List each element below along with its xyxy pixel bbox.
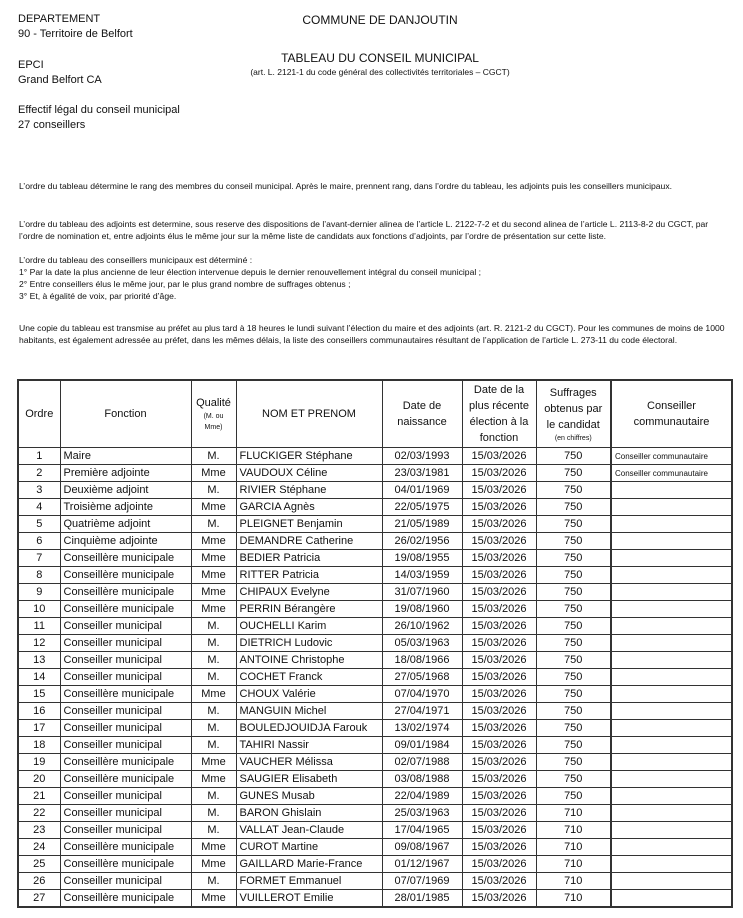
- table-row: [18, 737, 732, 754]
- cell-qualite: Mme: [191, 465, 236, 482]
- cell-qualite: M.: [191, 516, 236, 533]
- cell-election: 15/03/2026: [462, 499, 536, 516]
- cell-fonction: Conseillère municipale: [60, 686, 191, 703]
- cell-nom: PLEIGNET Benjamin: [236, 516, 382, 533]
- cell-ordre: 3: [18, 482, 60, 499]
- cell-qualite: Mme: [191, 839, 236, 856]
- cell-qualite: M.: [191, 805, 236, 822]
- cell-naissance: 26/10/1962: [382, 618, 462, 635]
- paragraph-rule-3: 3° Et, à égalité de voix, par priorité d’âge.: [19, 291, 177, 301]
- cell-nom: GUNES Musab: [236, 788, 382, 805]
- cell-naissance: 22/05/1975: [382, 499, 462, 516]
- cell-naissance: 18/08/1966: [382, 652, 462, 669]
- cell-election: 15/03/2026: [462, 771, 536, 788]
- cell-nom: VUILLEROT Emilie: [236, 890, 382, 908]
- cell-election: 15/03/2026: [462, 567, 536, 584]
- cell-ordre: 16: [18, 703, 60, 720]
- cell-fonction: Conseillère municipale: [60, 601, 191, 618]
- cell-suffrages: 750: [536, 601, 611, 618]
- cell-naissance: 25/03/1963: [382, 805, 462, 822]
- cell-fonction: Conseillère municipale: [60, 567, 191, 584]
- cell-communautaire: [611, 788, 732, 805]
- cell-fonction: Première adjointe: [60, 465, 191, 482]
- column-header-qualite: [191, 380, 236, 448]
- cell-nom: RIVIER Stéphane: [236, 482, 382, 499]
- cell-suffrages: 750: [536, 771, 611, 788]
- cell-suffrages: 710: [536, 822, 611, 839]
- cell-communautaire: Conseiller communautaire: [611, 448, 732, 465]
- table-row: [18, 533, 732, 550]
- cell-nom: FORMET Emmanuel: [236, 873, 382, 890]
- cell-election: 15/03/2026: [462, 533, 536, 550]
- cell-communautaire: [611, 516, 732, 533]
- cell-qualite: M.: [191, 873, 236, 890]
- cell-ordre: 19: [18, 754, 60, 771]
- commune-title: COMMUNE DE DANJOUTIN: [302, 13, 458, 27]
- cell-ordre: 12: [18, 635, 60, 652]
- cell-nom: DEMANDRE Catherine: [236, 533, 382, 550]
- cell-communautaire: [611, 754, 732, 771]
- cell-fonction: Conseiller municipal: [60, 703, 191, 720]
- cell-ordre: 25: [18, 856, 60, 873]
- cell-fonction: Maire: [60, 448, 191, 465]
- cell-suffrages: 710: [536, 839, 611, 856]
- cell-naissance: 02/03/1993: [382, 448, 462, 465]
- cell-election: 15/03/2026: [462, 703, 536, 720]
- cell-qualite: Mme: [191, 754, 236, 771]
- cell-ordre: 8: [18, 567, 60, 584]
- paragraph-adjoints: L’ordre du tableau des adjoints est determine, sous reserve des dispositions de l’avant-dernier alinea de l’article L. 2122-7-2 et du second alinea de l’article L. 2113-8-2 du CGCT, par l’ordre de nomination et, entre adjoints élus le même jour sur la même liste de candidats aux fonctions d’adjoints, par l’ordre de présentation sur cette liste.: [19, 219, 709, 241]
- cell-qualite: M.: [191, 448, 236, 465]
- cell-naissance: 27/05/1968: [382, 669, 462, 686]
- cell-fonction: Conseillère municipale: [60, 550, 191, 567]
- column-header-election: Date de la plus récente élection à la fonction: [462, 380, 536, 448]
- table-row: [18, 890, 732, 908]
- cell-qualite: Mme: [191, 686, 236, 703]
- cell-suffrages: 750: [536, 482, 611, 499]
- cell-nom: MANGUIN Michel: [236, 703, 382, 720]
- table-row: [18, 635, 732, 652]
- table-row: [18, 771, 732, 788]
- paragraph-conseillers-intro: L’ordre du tableau des conseillers municipaux est déterminé :: [19, 255, 253, 265]
- paragraph-conseillers: [19, 254, 731, 302]
- cell-nom: GARCIA Agnès: [236, 499, 382, 516]
- cell-election: 15/03/2026: [462, 754, 536, 771]
- cell-communautaire: [611, 720, 732, 737]
- cell-fonction: Conseiller municipal: [60, 669, 191, 686]
- cell-election: 15/03/2026: [462, 465, 536, 482]
- cell-nom: GAILLARD Marie-France: [236, 856, 382, 873]
- cell-ordre: 7: [18, 550, 60, 567]
- cell-qualite: Mme: [191, 890, 236, 908]
- cell-ordre: 11: [18, 618, 60, 635]
- cell-nom: VAUDOUX Céline: [236, 465, 382, 482]
- cell-fonction: Conseiller municipal: [60, 618, 191, 635]
- cell-election: 15/03/2026: [462, 890, 536, 908]
- cell-suffrages: 750: [536, 703, 611, 720]
- cell-nom: BOULEDJOUIDJA Farouk: [236, 720, 382, 737]
- table-row: [18, 584, 732, 601]
- cell-naissance: 03/08/1988: [382, 771, 462, 788]
- cell-nom: TAHIRI Nassir: [236, 737, 382, 754]
- departement-value: 90 - Territoire de Belfort: [18, 28, 133, 40]
- cell-qualite: M.: [191, 788, 236, 805]
- cell-ordre: 15: [18, 686, 60, 703]
- cell-naissance: 01/12/1967: [382, 856, 462, 873]
- cell-communautaire: [611, 686, 732, 703]
- cell-ordre: 2: [18, 465, 60, 482]
- table-row: [18, 499, 732, 516]
- cell-election: 15/03/2026: [462, 669, 536, 686]
- cell-suffrages: 750: [536, 618, 611, 635]
- cell-nom: VALLAT Jean-Claude: [236, 822, 382, 839]
- cell-communautaire: [611, 550, 732, 567]
- cell-naissance: 28/01/1985: [382, 890, 462, 908]
- table-title: TABLEAU DU CONSEIL MUNICIPAL: [281, 51, 479, 65]
- cell-suffrages: 750: [536, 686, 611, 703]
- cell-ordre: 17: [18, 720, 60, 737]
- cell-nom: COCHET Franck: [236, 669, 382, 686]
- cell-suffrages: 750: [536, 448, 611, 465]
- column-header-ordre: Ordre: [18, 380, 60, 448]
- cell-qualite: M.: [191, 720, 236, 737]
- cell-fonction: Conseillère municipale: [60, 771, 191, 788]
- cell-election: 15/03/2026: [462, 686, 536, 703]
- cell-communautaire: [611, 771, 732, 788]
- table-header-row: [18, 380, 732, 448]
- cell-suffrages: 750: [536, 788, 611, 805]
- cell-ordre: 24: [18, 839, 60, 856]
- cell-election: 15/03/2026: [462, 448, 536, 465]
- cell-ordre: 13: [18, 652, 60, 669]
- cell-suffrages: 750: [536, 720, 611, 737]
- paragraph-transmission: Une copie du tableau est transmise au préfet au plus tard à 18 heures le lundi suivant l’élection du maire et des adjoints (art. R. 2121-2 du CGCT). Pour les communes de moins de 1000 habitants, est également adressée au préfet, dans les mêmes délais, la liste des conseillers communautaires résultant de l’application de l’article L. 273-11 du code électoral.: [19, 323, 725, 345]
- table-row: [18, 805, 732, 822]
- table-row: [18, 482, 732, 499]
- cell-qualite: Mme: [191, 601, 236, 618]
- cell-fonction: Conseillère municipale: [60, 856, 191, 873]
- column-header-communautaire: Conseiller communautaire: [611, 380, 732, 448]
- effectif-value: 27 conseillers: [18, 119, 86, 131]
- cell-ordre: 4: [18, 499, 60, 516]
- cell-qualite: Mme: [191, 771, 236, 788]
- cell-communautaire: [611, 618, 732, 635]
- cell-naissance: 04/01/1969: [382, 482, 462, 499]
- cell-election: 15/03/2026: [462, 839, 536, 856]
- table-row: [18, 652, 732, 669]
- cell-ordre: 6: [18, 533, 60, 550]
- cell-communautaire: [611, 873, 732, 890]
- cell-nom: FLUCKIGER Stéphane: [236, 448, 382, 465]
- column-header-suffrages: [536, 380, 611, 448]
- table-subtitle: (art. L. 2121-1 du code général des collectivités territoriales – CGCT): [250, 67, 510, 77]
- cell-fonction: Conseiller municipal: [60, 720, 191, 737]
- cell-election: 15/03/2026: [462, 720, 536, 737]
- table-row: [18, 686, 732, 703]
- cell-suffrages: 750: [536, 465, 611, 482]
- cell-fonction: Troisième adjointe: [60, 499, 191, 516]
- cell-ordre: 18: [18, 737, 60, 754]
- epci-label: EPCI: [18, 59, 44, 71]
- cell-naissance: 05/03/1963: [382, 635, 462, 652]
- cell-qualite: M.: [191, 652, 236, 669]
- cell-election: 15/03/2026: [462, 805, 536, 822]
- cell-qualite: M.: [191, 703, 236, 720]
- cell-naissance: 21/05/1989: [382, 516, 462, 533]
- cell-fonction: Conseiller municipal: [60, 788, 191, 805]
- cell-election: 15/03/2026: [462, 618, 536, 635]
- suffrages-label: Suffrages obtenus par le candidat: [544, 386, 603, 431]
- table-row: [18, 448, 732, 465]
- cell-fonction: Cinquième adjointe: [60, 533, 191, 550]
- cell-ordre: 26: [18, 873, 60, 890]
- cell-suffrages: 750: [536, 669, 611, 686]
- cell-fonction: Conseillère municipale: [60, 890, 191, 908]
- departement-block: [18, 12, 133, 42]
- cell-election: 15/03/2026: [462, 873, 536, 890]
- table-row: [18, 873, 732, 890]
- cell-naissance: 02/07/1988: [382, 754, 462, 771]
- cell-qualite: Mme: [191, 567, 236, 584]
- cell-nom: OUCHELLI Karim: [236, 618, 382, 635]
- cell-naissance: 22/04/1989: [382, 788, 462, 805]
- cell-ordre: 9: [18, 584, 60, 601]
- cell-qualite: Mme: [191, 550, 236, 567]
- cell-fonction: Conseillère municipale: [60, 839, 191, 856]
- cell-nom: VAUCHER Mélissa: [236, 754, 382, 771]
- table-row: [18, 720, 732, 737]
- cell-naissance: 27/04/1971: [382, 703, 462, 720]
- cell-election: 15/03/2026: [462, 856, 536, 873]
- cell-communautaire: [611, 584, 732, 601]
- cell-nom: BEDIER Patricia: [236, 550, 382, 567]
- cell-nom: RITTER Patricia: [236, 567, 382, 584]
- cell-fonction: Deuxième adjoint: [60, 482, 191, 499]
- cell-nom: CHIPAUX Evelyne: [236, 584, 382, 601]
- table-row: [18, 788, 732, 805]
- column-header-nom: NOM ET PRENOM: [236, 380, 382, 448]
- cell-suffrages: 750: [536, 754, 611, 771]
- cell-naissance: 07/04/1970: [382, 686, 462, 703]
- cell-communautaire: [611, 533, 732, 550]
- cell-naissance: 14/03/1959: [382, 567, 462, 584]
- cell-ordre: 20: [18, 771, 60, 788]
- cell-nom: SAUGIER Elisabeth: [236, 771, 382, 788]
- cell-qualite: Mme: [191, 856, 236, 873]
- cell-naissance: 19/08/1960: [382, 601, 462, 618]
- table-row: [18, 839, 732, 856]
- cell-naissance: 13/02/1974: [382, 720, 462, 737]
- cell-qualite: M.: [191, 635, 236, 652]
- cell-communautaire: [611, 856, 732, 873]
- cell-qualite: M.: [191, 822, 236, 839]
- cell-communautaire: [611, 652, 732, 669]
- cell-ordre: 10: [18, 601, 60, 618]
- column-header-naissance: Date de naissance: [382, 380, 462, 448]
- cell-nom: ANTOINE Christophe: [236, 652, 382, 669]
- cell-communautaire: [611, 482, 732, 499]
- cell-communautaire: [611, 822, 732, 839]
- cell-fonction: Conseillère municipale: [60, 754, 191, 771]
- cell-fonction: Quatrième adjoint: [60, 516, 191, 533]
- cell-naissance: 09/08/1967: [382, 839, 462, 856]
- cell-election: 15/03/2026: [462, 584, 536, 601]
- cell-fonction: Conseiller municipal: [60, 873, 191, 890]
- cell-ordre: 5: [18, 516, 60, 533]
- cell-qualite: Mme: [191, 533, 236, 550]
- cell-qualite: M.: [191, 618, 236, 635]
- cell-communautaire: [611, 601, 732, 618]
- cell-nom: CUROT Martine: [236, 839, 382, 856]
- cell-communautaire: Conseiller communautaire: [611, 465, 732, 482]
- cell-election: 15/03/2026: [462, 788, 536, 805]
- table-row: [18, 822, 732, 839]
- cell-suffrages: 750: [536, 635, 611, 652]
- table-row: [18, 601, 732, 618]
- cell-communautaire: [611, 805, 732, 822]
- cell-naissance: 07/07/1969: [382, 873, 462, 890]
- table-row: [18, 703, 732, 720]
- cell-suffrages: 710: [536, 890, 611, 908]
- cell-ordre: 1: [18, 448, 60, 465]
- cell-communautaire: [611, 669, 732, 686]
- column-header-fonction: Fonction: [60, 380, 191, 448]
- cell-suffrages: 710: [536, 873, 611, 890]
- cell-ordre: 21: [18, 788, 60, 805]
- qualite-label: Qualité: [196, 397, 231, 409]
- cell-qualite: M.: [191, 482, 236, 499]
- paragraph-ordre: L’ordre du tableau détermine le rang des membres du conseil municipal. Après le maire, prennent rang, dans l’ordre du tableau, les adjoints puis les conseillers municipaux.: [19, 181, 673, 191]
- cell-election: 15/03/2026: [462, 516, 536, 533]
- cell-communautaire: [611, 499, 732, 516]
- cell-naissance: 09/01/1984: [382, 737, 462, 754]
- cell-election: 15/03/2026: [462, 822, 536, 839]
- cell-qualite: Mme: [191, 584, 236, 601]
- cell-nom: CHOUX Valérie: [236, 686, 382, 703]
- cell-nom: DIETRICH Ludovic: [236, 635, 382, 652]
- cell-ordre: 23: [18, 822, 60, 839]
- cell-suffrages: 710: [536, 856, 611, 873]
- cell-naissance: 19/08/1955: [382, 550, 462, 567]
- cell-communautaire: [611, 737, 732, 754]
- table-row: [18, 856, 732, 873]
- cell-qualite: M.: [191, 669, 236, 686]
- council-table: [17, 379, 733, 908]
- cell-election: 15/03/2026: [462, 635, 536, 652]
- paragraph-rule-1: 1° Par la date la plus ancienne de leur élection intervenue depuis le dernier renouvellement intégral du conseil municipal ;: [19, 267, 482, 277]
- epci-value: Grand Belfort CA: [18, 74, 102, 86]
- cell-suffrages: 750: [536, 652, 611, 669]
- table-row: [18, 754, 732, 771]
- cell-nom: BARON Ghislain: [236, 805, 382, 822]
- cell-suffrages: 750: [536, 516, 611, 533]
- table-row: [18, 465, 732, 482]
- cell-fonction: Conseillère municipale: [60, 584, 191, 601]
- cell-fonction: Conseiller municipal: [60, 635, 191, 652]
- cell-communautaire: [611, 703, 732, 720]
- cell-ordre: 22: [18, 805, 60, 822]
- cell-suffrages: 750: [536, 550, 611, 567]
- table-row: [18, 669, 732, 686]
- cell-ordre: 14: [18, 669, 60, 686]
- cell-suffrages: 750: [536, 533, 611, 550]
- table-row: [18, 567, 732, 584]
- departement-label: DEPARTEMENT: [18, 13, 101, 25]
- cell-election: 15/03/2026: [462, 601, 536, 618]
- cell-fonction: Conseiller municipal: [60, 805, 191, 822]
- cell-naissance: 26/02/1956: [382, 533, 462, 550]
- cell-election: 15/03/2026: [462, 482, 536, 499]
- effectif-label: Effectif légal du conseil municipal: [18, 104, 180, 116]
- cell-qualite: Mme: [191, 499, 236, 516]
- cell-nom: PERRIN Bérangère: [236, 601, 382, 618]
- cell-suffrages: 750: [536, 584, 611, 601]
- cell-fonction: Conseiller municipal: [60, 822, 191, 839]
- cell-suffrages: 750: [536, 737, 611, 754]
- cell-election: 15/03/2026: [462, 550, 536, 567]
- effectif-block: [18, 103, 180, 133]
- cell-fonction: Conseiller municipal: [60, 652, 191, 669]
- cell-ordre: 27: [18, 890, 60, 908]
- cell-naissance: 17/04/1965: [382, 822, 462, 839]
- table-row: [18, 618, 732, 635]
- cell-communautaire: [611, 567, 732, 584]
- table-row: [18, 516, 732, 533]
- cell-qualite: M.: [191, 737, 236, 754]
- cell-communautaire: [611, 890, 732, 908]
- cell-suffrages: 710: [536, 805, 611, 822]
- cell-election: 15/03/2026: [462, 652, 536, 669]
- cell-communautaire: [611, 635, 732, 652]
- paragraph-rule-2: 2° Entre conseillers élus le même jour, par le plus grand nombre de suffrages obtenus ;: [19, 279, 351, 289]
- cell-suffrages: 750: [536, 499, 611, 516]
- cell-communautaire: [611, 839, 732, 856]
- cell-fonction: Conseiller municipal: [60, 737, 191, 754]
- cell-suffrages: 750: [536, 567, 611, 584]
- cell-naissance: 23/03/1981: [382, 465, 462, 482]
- table-row: [18, 550, 732, 567]
- suffrages-note: (en chiffres): [554, 434, 592, 442]
- cell-election: 15/03/2026: [462, 737, 536, 754]
- qualite-note: (M. ou Mme): [203, 413, 224, 431]
- epci-block: [18, 58, 102, 88]
- cell-naissance: 31/07/1960: [382, 584, 462, 601]
